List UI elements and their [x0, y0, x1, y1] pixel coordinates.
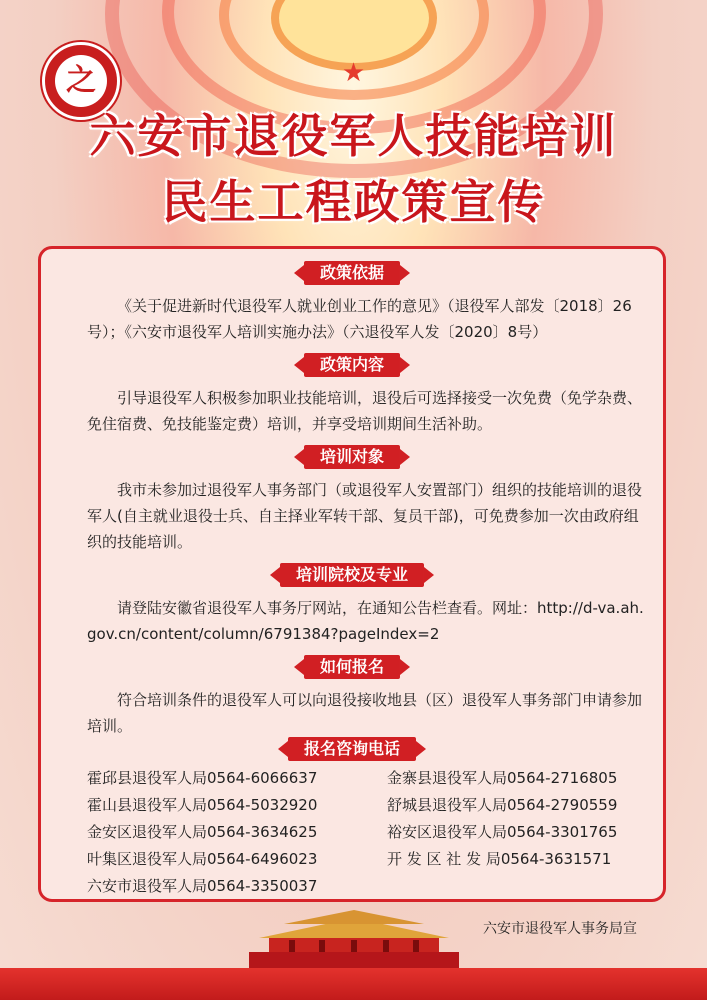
phone-item: 开 发 区 社 发 局0564-3631571 — [387, 850, 612, 868]
phone-item: 金安区退役军人局0564-3634625 — [87, 823, 318, 841]
logo-mark: 之 — [55, 55, 107, 107]
phone-item: 霍山县退役军人局0564-5032920 — [87, 796, 318, 814]
phone-item: 六安市退役军人局0564-3350037 — [87, 877, 318, 895]
phone-item: 舒城县退役军人局0564-2790559 — [387, 796, 618, 814]
phone-item: 裕安区退役军人局0564-3301765 — [387, 823, 618, 841]
phone-item: 金寨县退役军人局0564-2716805 — [387, 769, 618, 787]
section-heading: 政策内容 — [304, 353, 400, 377]
section-heading: 如何报名 — [304, 655, 400, 679]
section-heading: 报名咨询电话 — [288, 737, 416, 761]
issuer-signature: 六安市退役军人事务局宣 — [483, 921, 637, 937]
section-text: 《关于促进新时代退役军人就业创业工作的意见》（退役军人部发〔2018〕26号）；《六安市退役军人培训实施办法》（六退役军人发〔2020〕8号） — [87, 297, 632, 341]
section-heading: 政策依据 — [304, 261, 400, 285]
section-heading: 培训对象 — [304, 445, 400, 469]
section-text-url[interactable]: 请登陆安徽省退役军人事务厅网站，在通知公告栏查看。网址：http://d-va.ah.gov.cn/content/column/6791384?pageIndex=2 — [87, 599, 644, 643]
bottom-banner — [0, 968, 707, 1000]
page-title-line1: 六安市退役军人技能培训 — [89, 109, 618, 163]
policy-card — [38, 246, 666, 902]
section-text: 我市未参加过退役军人事务部门（或退役军人安置部门）组织的技能培训的退役军人(自主就业退役士兵、自主择业军转干部、复员干部)，可免费参加一次由政府组织的技能培训。 — [87, 481, 643, 551]
section-text: 引导退役军人积极参加职业技能培训，退役后可选择接受一次免费（免学杂费、免住宿费、免技能鉴定费）培训，并享受培训期间生活补助。 — [87, 389, 643, 433]
section-text: 符合培训条件的退役军人可以向退役接收地县（区）退役军人事务部门申请参加培训。 — [87, 691, 643, 735]
star-icon: ★ — [341, 58, 366, 88]
section-heading: 培训院校及专业 — [280, 563, 424, 587]
phone-item: 霍邱县退役军人局0564-6066637 — [87, 769, 318, 787]
tiananmen-gate-icon — [229, 910, 479, 970]
phone-item: 叶集区退役军人局0564-6496023 — [87, 850, 318, 868]
page-title-line2: 民生工程政策宣传 — [161, 175, 546, 229]
